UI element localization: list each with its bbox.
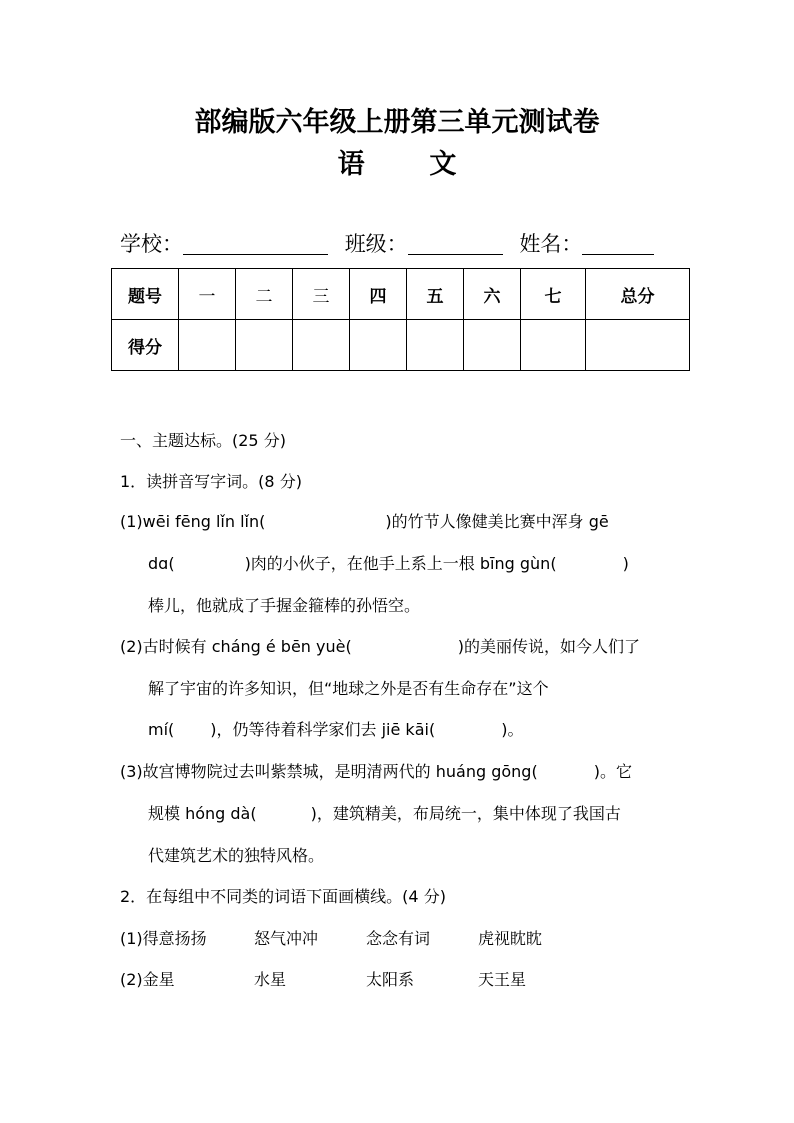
text-segment: )。它: [593, 762, 632, 781]
text-segment: )的美丽传说，如今人们了: [457, 637, 640, 656]
score-cell[interactable]: [350, 320, 407, 371]
text-segment: mí(: [148, 720, 175, 739]
table-cell: 总分: [586, 269, 690, 320]
question-title: 1．读拼音写字词。(8 分): [120, 472, 302, 491]
question-line: [120, 759, 632, 782]
question-line: [120, 509, 609, 532]
text-segment: )，建筑精美，布局统一，集中体现了我国古: [310, 804, 621, 823]
score-cell[interactable]: [586, 320, 690, 371]
text-segment: )。: [501, 720, 524, 739]
table-cell: 题号: [112, 269, 179, 320]
table-cell: 三: [293, 269, 350, 320]
name-field[interactable]: [582, 234, 654, 255]
question-line: [148, 551, 629, 574]
text-segment: (3)故宫博物院过去叫紫禁城，是明清两代的 huáng gōng(: [120, 762, 538, 781]
score-table: [111, 268, 690, 371]
class-field[interactable]: [408, 234, 503, 255]
word-option[interactable]: (1)得意扬扬: [120, 929, 207, 948]
table-cell: 五: [407, 269, 464, 320]
table-cell: 六: [464, 269, 521, 320]
word-option[interactable]: 念念有词: [366, 929, 431, 948]
school-label: 学校：: [120, 232, 183, 256]
class-label: 班级：: [344, 232, 408, 256]
text-segment: 规模 hóng dà(: [148, 804, 257, 823]
word-option[interactable]: 天王星: [478, 970, 527, 989]
score-table-header-row: [112, 269, 690, 320]
student-info-line: [120, 228, 654, 258]
score-cell[interactable]: [464, 320, 521, 371]
section-heading: 一、主题达标。(25 分): [120, 431, 286, 450]
question-line: 解了宇宙的许多知识，但“地球之外是否有生命存在”这个: [148, 679, 549, 698]
text-segment: )的竹节人像健美比赛中浑身 gē: [385, 512, 609, 531]
score-cell[interactable]: [293, 320, 350, 371]
question-line: [148, 717, 523, 740]
score-cell[interactable]: [407, 320, 464, 371]
subject-char-2: 文: [429, 149, 457, 180]
table-cell: 二: [236, 269, 293, 320]
word-option[interactable]: 水星: [254, 970, 287, 989]
word-option[interactable]: 怒气冲冲: [254, 929, 319, 948]
text-segment: )肉的小伙子，在他手上系上一根 bīng gùn(: [244, 554, 557, 573]
word-option[interactable]: 太阳系: [366, 970, 415, 989]
word-option[interactable]: 虎视眈眈: [478, 929, 543, 948]
text-segment: )，仍等待着科学家们去 jiē kāi(: [210, 720, 436, 739]
question-title: 2．在每组中不同类的词语下面画横线。(4 分): [120, 887, 446, 906]
paper-title: 部编版六年级上册第三单元测试卷: [194, 107, 600, 138]
question-line: [120, 634, 640, 657]
text-segment: (1)wēi fēng lǐn lǐn(: [120, 512, 266, 531]
table-cell: 七: [521, 269, 586, 320]
question-line: [148, 801, 621, 824]
table-cell: 得分: [112, 320, 179, 371]
school-field[interactable]: [183, 234, 328, 255]
score-cell[interactable]: [179, 320, 236, 371]
question-line: 代建筑艺术的独特风格。: [148, 846, 325, 865]
text-segment: (2)古时候有 cháng é bēn yuè(: [120, 637, 352, 656]
table-cell: 四: [350, 269, 407, 320]
subject-title: [0, 142, 794, 181]
subject-char-1: 语: [337, 149, 365, 180]
score-cell[interactable]: [236, 320, 293, 371]
text-segment: ): [622, 554, 629, 573]
text-segment: dɑ(: [148, 554, 175, 573]
question-line: 棒儿，他就成了手握金箍棒的孙悟空。: [148, 596, 421, 615]
name-label: 姓名：: [519, 232, 583, 256]
score-cell[interactable]: [521, 320, 586, 371]
table-cell: 一: [179, 269, 236, 320]
score-table-score-row: [112, 320, 690, 371]
word-option[interactable]: (2)金星: [120, 970, 175, 989]
